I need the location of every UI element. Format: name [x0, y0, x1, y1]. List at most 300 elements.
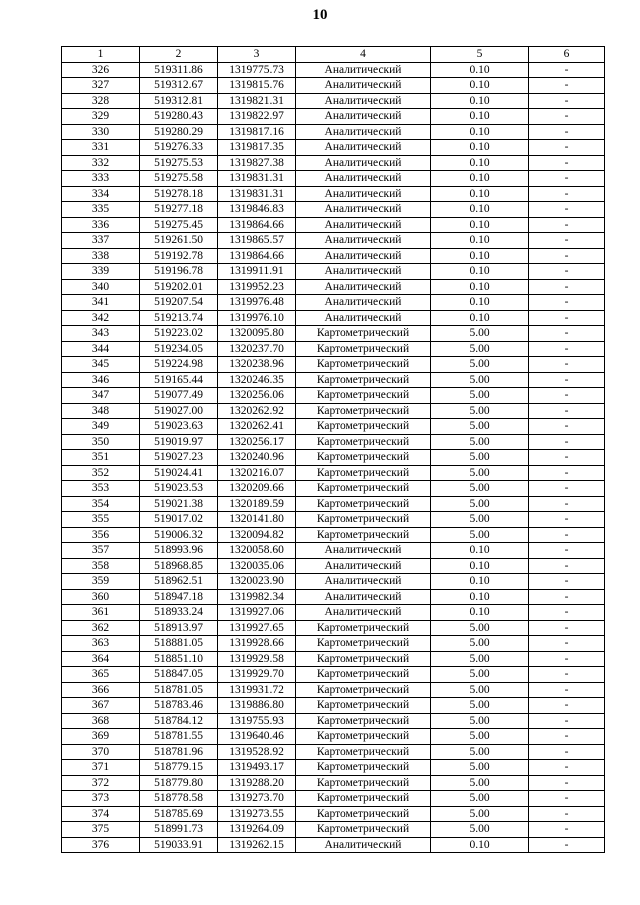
- point-number-cell: 347: [62, 388, 140, 404]
- method-cell: Картометрический: [296, 775, 431, 791]
- x-coordinate-cell: 518913.97: [140, 620, 218, 636]
- method-cell: Картометрический: [296, 496, 431, 512]
- note-cell: -: [529, 155, 605, 171]
- column-header: 1: [62, 47, 140, 63]
- y-coordinate-cell: 1319528.92: [218, 744, 296, 760]
- y-coordinate-cell: 1319817.35: [218, 140, 296, 156]
- accuracy-cell: 0.10: [431, 558, 529, 574]
- table-row: [62, 512, 605, 528]
- accuracy-cell: 5.00: [431, 527, 529, 543]
- method-cell: Аналитический: [296, 202, 431, 218]
- y-coordinate-cell: 1319929.70: [218, 667, 296, 683]
- point-number-cell: 335: [62, 202, 140, 218]
- y-coordinate-cell: 1320189.59: [218, 496, 296, 512]
- accuracy-cell: 5.00: [431, 791, 529, 807]
- point-number-cell: 373: [62, 791, 140, 807]
- note-cell: -: [529, 217, 605, 233]
- point-number-cell: 357: [62, 543, 140, 559]
- x-coordinate-cell: 518784.12: [140, 713, 218, 729]
- method-cell: Аналитический: [296, 310, 431, 326]
- x-coordinate-cell: 518847.05: [140, 667, 218, 683]
- accuracy-cell: 0.10: [431, 217, 529, 233]
- table-row: [62, 171, 605, 187]
- x-coordinate-cell: 519311.86: [140, 62, 218, 78]
- x-coordinate-cell: 519019.97: [140, 434, 218, 450]
- note-cell: -: [529, 605, 605, 621]
- x-coordinate-cell: 519033.91: [140, 837, 218, 853]
- point-number-cell: 353: [62, 481, 140, 497]
- note-cell: -: [529, 124, 605, 140]
- note-cell: -: [529, 558, 605, 574]
- x-coordinate-cell: 518781.05: [140, 682, 218, 698]
- note-cell: -: [529, 109, 605, 125]
- y-coordinate-cell: 1319815.76: [218, 78, 296, 94]
- method-cell: Картометрический: [296, 744, 431, 760]
- note-cell: -: [529, 140, 605, 156]
- note-cell: -: [529, 388, 605, 404]
- accuracy-cell: 0.10: [431, 233, 529, 249]
- table-body: [62, 62, 605, 853]
- point-number-cell: 328: [62, 93, 140, 109]
- x-coordinate-cell: 519275.53: [140, 155, 218, 171]
- table-row: [62, 124, 605, 140]
- x-coordinate-cell: 519275.45: [140, 217, 218, 233]
- point-number-cell: 346: [62, 372, 140, 388]
- note-cell: -: [529, 822, 605, 838]
- accuracy-cell: 0.10: [431, 295, 529, 311]
- table-row: [62, 589, 605, 605]
- note-cell: -: [529, 186, 605, 202]
- method-cell: Картометрический: [296, 760, 431, 776]
- y-coordinate-cell: 1320216.07: [218, 465, 296, 481]
- accuracy-cell: 5.00: [431, 403, 529, 419]
- column-header: 4: [296, 47, 431, 63]
- table-row: [62, 140, 605, 156]
- method-cell: Аналитический: [296, 217, 431, 233]
- x-coordinate-cell: 519276.33: [140, 140, 218, 156]
- note-cell: -: [529, 543, 605, 559]
- table-row: [62, 729, 605, 745]
- accuracy-cell: 5.00: [431, 636, 529, 652]
- table-row: [62, 62, 605, 78]
- point-number-cell: 356: [62, 527, 140, 543]
- table-row: [62, 186, 605, 202]
- method-cell: Аналитический: [296, 109, 431, 125]
- y-coordinate-cell: 1319640.46: [218, 729, 296, 745]
- column-header: 6: [529, 47, 605, 63]
- coordinates-table: [61, 46, 605, 853]
- method-cell: Аналитический: [296, 279, 431, 295]
- point-number-cell: 326: [62, 62, 140, 78]
- y-coordinate-cell: 1319273.55: [218, 806, 296, 822]
- accuracy-cell: 5.00: [431, 651, 529, 667]
- method-cell: Картометрический: [296, 450, 431, 466]
- accuracy-cell: 0.10: [431, 837, 529, 853]
- accuracy-cell: 5.00: [431, 713, 529, 729]
- x-coordinate-cell: 518933.24: [140, 605, 218, 621]
- note-cell: -: [529, 171, 605, 187]
- note-cell: -: [529, 496, 605, 512]
- y-coordinate-cell: 1320262.41: [218, 419, 296, 435]
- y-coordinate-cell: 1319982.34: [218, 589, 296, 605]
- point-number-cell: 349: [62, 419, 140, 435]
- note-cell: -: [529, 481, 605, 497]
- point-number-cell: 344: [62, 341, 140, 357]
- point-number-cell: 358: [62, 558, 140, 574]
- y-coordinate-cell: 1319927.65: [218, 620, 296, 636]
- table-row: [62, 605, 605, 621]
- table-row: [62, 620, 605, 636]
- note-cell: -: [529, 248, 605, 264]
- method-cell: Аналитический: [296, 605, 431, 621]
- method-cell: Картометрический: [296, 791, 431, 807]
- point-number-cell: 375: [62, 822, 140, 838]
- method-cell: Картометрический: [296, 806, 431, 822]
- accuracy-cell: 5.00: [431, 729, 529, 745]
- method-cell: Картометрический: [296, 620, 431, 636]
- table-row: [62, 791, 605, 807]
- method-cell: Картометрический: [296, 481, 431, 497]
- note-cell: -: [529, 837, 605, 853]
- point-number-cell: 372: [62, 775, 140, 791]
- method-cell: Картометрический: [296, 512, 431, 528]
- point-number-cell: 338: [62, 248, 140, 264]
- accuracy-cell: 5.00: [431, 806, 529, 822]
- note-cell: -: [529, 775, 605, 791]
- x-coordinate-cell: 519077.49: [140, 388, 218, 404]
- accuracy-cell: 0.10: [431, 279, 529, 295]
- note-cell: -: [529, 744, 605, 760]
- point-number-cell: 363: [62, 636, 140, 652]
- accuracy-cell: 5.00: [431, 682, 529, 698]
- method-cell: Картометрический: [296, 403, 431, 419]
- table-row: [62, 78, 605, 94]
- point-number-cell: 365: [62, 667, 140, 683]
- x-coordinate-cell: 519234.05: [140, 341, 218, 357]
- method-cell: Аналитический: [296, 171, 431, 187]
- accuracy-cell: 0.10: [431, 264, 529, 280]
- x-coordinate-cell: 519277.18: [140, 202, 218, 218]
- accuracy-cell: 0.10: [431, 171, 529, 187]
- y-coordinate-cell: 1319865.57: [218, 233, 296, 249]
- point-number-cell: 337: [62, 233, 140, 249]
- table-row: [62, 822, 605, 838]
- table-row: [62, 527, 605, 543]
- note-cell: -: [529, 651, 605, 667]
- accuracy-cell: 0.10: [431, 155, 529, 171]
- table-row: [62, 465, 605, 481]
- accuracy-cell: 5.00: [431, 419, 529, 435]
- y-coordinate-cell: 1319864.66: [218, 217, 296, 233]
- table-row: [62, 698, 605, 714]
- table-row: [62, 388, 605, 404]
- accuracy-cell: 5.00: [431, 465, 529, 481]
- table-row: [62, 233, 605, 249]
- note-cell: -: [529, 372, 605, 388]
- x-coordinate-cell: 519207.54: [140, 295, 218, 311]
- y-coordinate-cell: 1320246.35: [218, 372, 296, 388]
- x-coordinate-cell: 518947.18: [140, 589, 218, 605]
- y-coordinate-cell: 1319976.48: [218, 295, 296, 311]
- x-coordinate-cell: 518851.10: [140, 651, 218, 667]
- x-coordinate-cell: 519017.02: [140, 512, 218, 528]
- note-cell: -: [529, 419, 605, 435]
- table-row: [62, 357, 605, 373]
- table-row: [62, 667, 605, 683]
- x-coordinate-cell: 518781.96: [140, 744, 218, 760]
- y-coordinate-cell: 1319273.70: [218, 791, 296, 807]
- y-coordinate-cell: 1319288.20: [218, 775, 296, 791]
- x-coordinate-cell: 518785.69: [140, 806, 218, 822]
- method-cell: Аналитический: [296, 837, 431, 853]
- y-coordinate-cell: 1319911.91: [218, 264, 296, 280]
- accuracy-cell: 0.10: [431, 248, 529, 264]
- x-coordinate-cell: 519275.58: [140, 171, 218, 187]
- y-coordinate-cell: 1319262.15: [218, 837, 296, 853]
- table-row: [62, 326, 605, 342]
- accuracy-cell: 0.10: [431, 605, 529, 621]
- point-number-cell: 368: [62, 713, 140, 729]
- method-cell: Картометрический: [296, 698, 431, 714]
- method-cell: Картометрический: [296, 667, 431, 683]
- note-cell: -: [529, 698, 605, 714]
- method-cell: Аналитический: [296, 140, 431, 156]
- note-cell: -: [529, 279, 605, 295]
- y-coordinate-cell: 1320256.06: [218, 388, 296, 404]
- x-coordinate-cell: 519023.53: [140, 481, 218, 497]
- note-cell: -: [529, 465, 605, 481]
- y-coordinate-cell: 1319755.93: [218, 713, 296, 729]
- x-coordinate-cell: 519027.00: [140, 403, 218, 419]
- table-row: [62, 481, 605, 497]
- point-number-cell: 331: [62, 140, 140, 156]
- note-cell: -: [529, 512, 605, 528]
- point-number-cell: 327: [62, 78, 140, 94]
- page-number: 10: [312, 7, 328, 23]
- x-coordinate-cell: 519278.18: [140, 186, 218, 202]
- table-row: [62, 372, 605, 388]
- y-coordinate-cell: 1320262.92: [218, 403, 296, 419]
- y-coordinate-cell: 1319264.09: [218, 822, 296, 838]
- note-cell: -: [529, 806, 605, 822]
- table-row: [62, 295, 605, 311]
- point-number-cell: 332: [62, 155, 140, 171]
- accuracy-cell: 0.10: [431, 574, 529, 590]
- point-number-cell: 362: [62, 620, 140, 636]
- method-cell: Картометрический: [296, 326, 431, 342]
- point-number-cell: 330: [62, 124, 140, 140]
- note-cell: -: [529, 357, 605, 373]
- table-row: [62, 713, 605, 729]
- x-coordinate-cell: 518968.85: [140, 558, 218, 574]
- table-row: [62, 558, 605, 574]
- x-coordinate-cell: 519224.98: [140, 357, 218, 373]
- point-number-cell: 370: [62, 744, 140, 760]
- method-cell: Картометрический: [296, 636, 431, 652]
- table-row: [62, 496, 605, 512]
- note-cell: -: [529, 589, 605, 605]
- note-cell: -: [529, 264, 605, 280]
- y-coordinate-cell: 1319929.58: [218, 651, 296, 667]
- y-coordinate-cell: 1320238.96: [218, 357, 296, 373]
- table-row: [62, 310, 605, 326]
- accuracy-cell: 5.00: [431, 760, 529, 776]
- table-row: [62, 450, 605, 466]
- point-number-cell: 354: [62, 496, 140, 512]
- x-coordinate-cell: 518779.15: [140, 760, 218, 776]
- x-coordinate-cell: 519023.63: [140, 419, 218, 435]
- accuracy-cell: 5.00: [431, 496, 529, 512]
- table-row: [62, 636, 605, 652]
- y-coordinate-cell: 1319931.72: [218, 682, 296, 698]
- accuracy-cell: 0.10: [431, 310, 529, 326]
- x-coordinate-cell: 519213.74: [140, 310, 218, 326]
- x-coordinate-cell: 518881.05: [140, 636, 218, 652]
- table-row: [62, 775, 605, 791]
- accuracy-cell: 5.00: [431, 372, 529, 388]
- table-row: [62, 403, 605, 419]
- y-coordinate-cell: 1319927.06: [218, 605, 296, 621]
- method-cell: Аналитический: [296, 295, 431, 311]
- note-cell: -: [529, 667, 605, 683]
- y-coordinate-cell: 1319775.73: [218, 62, 296, 78]
- point-number-cell: 333: [62, 171, 140, 187]
- y-coordinate-cell: 1319831.31: [218, 171, 296, 187]
- y-coordinate-cell: 1320023.90: [218, 574, 296, 590]
- x-coordinate-cell: 519006.32: [140, 527, 218, 543]
- point-number-cell: 334: [62, 186, 140, 202]
- method-cell: Аналитический: [296, 78, 431, 94]
- table-row: [62, 264, 605, 280]
- y-coordinate-cell: 1319817.16: [218, 124, 296, 140]
- method-cell: Аналитический: [296, 558, 431, 574]
- y-coordinate-cell: 1320209.66: [218, 481, 296, 497]
- y-coordinate-cell: 1319864.66: [218, 248, 296, 264]
- y-coordinate-cell: 1319493.17: [218, 760, 296, 776]
- method-cell: Картометрический: [296, 341, 431, 357]
- point-number-cell: 360: [62, 589, 140, 605]
- x-coordinate-cell: 519312.67: [140, 78, 218, 94]
- accuracy-cell: 5.00: [431, 388, 529, 404]
- y-coordinate-cell: 1320240.96: [218, 450, 296, 466]
- table-row: [62, 248, 605, 264]
- point-number-cell: 329: [62, 109, 140, 125]
- method-cell: Аналитический: [296, 124, 431, 140]
- x-coordinate-cell: 519021.38: [140, 496, 218, 512]
- table-header-row: [62, 47, 605, 63]
- method-cell: Картометрический: [296, 388, 431, 404]
- table-row: [62, 279, 605, 295]
- y-coordinate-cell: 1320094.82: [218, 527, 296, 543]
- column-header: 3: [218, 47, 296, 63]
- point-number-cell: 355: [62, 512, 140, 528]
- accuracy-cell: 5.00: [431, 620, 529, 636]
- accuracy-cell: 5.00: [431, 667, 529, 683]
- point-number-cell: 366: [62, 682, 140, 698]
- point-number-cell: 342: [62, 310, 140, 326]
- accuracy-cell: 5.00: [431, 698, 529, 714]
- point-number-cell: 359: [62, 574, 140, 590]
- note-cell: -: [529, 713, 605, 729]
- x-coordinate-cell: 518779.80: [140, 775, 218, 791]
- point-number-cell: 376: [62, 837, 140, 853]
- x-coordinate-cell: 519223.02: [140, 326, 218, 342]
- x-coordinate-cell: 519280.43: [140, 109, 218, 125]
- note-cell: -: [529, 450, 605, 466]
- note-cell: -: [529, 310, 605, 326]
- table-row: [62, 434, 605, 450]
- table-row: [62, 837, 605, 853]
- point-number-cell: 341: [62, 295, 140, 311]
- accuracy-cell: 5.00: [431, 450, 529, 466]
- accuracy-cell: 0.10: [431, 543, 529, 559]
- method-cell: Картометрический: [296, 465, 431, 481]
- point-number-cell: 364: [62, 651, 140, 667]
- note-cell: -: [529, 326, 605, 342]
- y-coordinate-cell: 1319952.23: [218, 279, 296, 295]
- y-coordinate-cell: 1319821.31: [218, 93, 296, 109]
- method-cell: Картометрический: [296, 682, 431, 698]
- point-number-cell: 343: [62, 326, 140, 342]
- method-cell: Картометрический: [296, 729, 431, 745]
- accuracy-cell: 5.00: [431, 341, 529, 357]
- accuracy-cell: 5.00: [431, 434, 529, 450]
- method-cell: Аналитический: [296, 62, 431, 78]
- column-header: 5: [431, 47, 529, 63]
- note-cell: -: [529, 620, 605, 636]
- note-cell: -: [529, 62, 605, 78]
- x-coordinate-cell: 519261.50: [140, 233, 218, 249]
- point-number-cell: 374: [62, 806, 140, 822]
- y-coordinate-cell: 1320095.80: [218, 326, 296, 342]
- x-coordinate-cell: 519165.44: [140, 372, 218, 388]
- note-cell: -: [529, 791, 605, 807]
- accuracy-cell: 0.10: [431, 78, 529, 94]
- x-coordinate-cell: 519202.01: [140, 279, 218, 295]
- y-coordinate-cell: 1319846.83: [218, 202, 296, 218]
- y-coordinate-cell: 1319831.31: [218, 186, 296, 202]
- accuracy-cell: 0.10: [431, 62, 529, 78]
- method-cell: Аналитический: [296, 155, 431, 171]
- table-row: [62, 93, 605, 109]
- x-coordinate-cell: 519024.41: [140, 465, 218, 481]
- table-row: [62, 543, 605, 559]
- method-cell: Аналитический: [296, 233, 431, 249]
- accuracy-cell: 0.10: [431, 109, 529, 125]
- table-row: [62, 760, 605, 776]
- method-cell: Аналитический: [296, 574, 431, 590]
- note-cell: -: [529, 682, 605, 698]
- table-row: [62, 217, 605, 233]
- point-number-cell: 348: [62, 403, 140, 419]
- note-cell: -: [529, 527, 605, 543]
- note-cell: -: [529, 434, 605, 450]
- x-coordinate-cell: 519280.29: [140, 124, 218, 140]
- method-cell: Аналитический: [296, 93, 431, 109]
- accuracy-cell: 0.10: [431, 93, 529, 109]
- method-cell: Аналитический: [296, 264, 431, 280]
- y-coordinate-cell: 1319822.97: [218, 109, 296, 125]
- method-cell: Картометрический: [296, 372, 431, 388]
- x-coordinate-cell: 518781.55: [140, 729, 218, 745]
- table-row: [62, 341, 605, 357]
- x-coordinate-cell: 519192.78: [140, 248, 218, 264]
- note-cell: -: [529, 636, 605, 652]
- y-coordinate-cell: 1320256.17: [218, 434, 296, 450]
- accuracy-cell: 5.00: [431, 357, 529, 373]
- note-cell: -: [529, 729, 605, 745]
- x-coordinate-cell: 519312.81: [140, 93, 218, 109]
